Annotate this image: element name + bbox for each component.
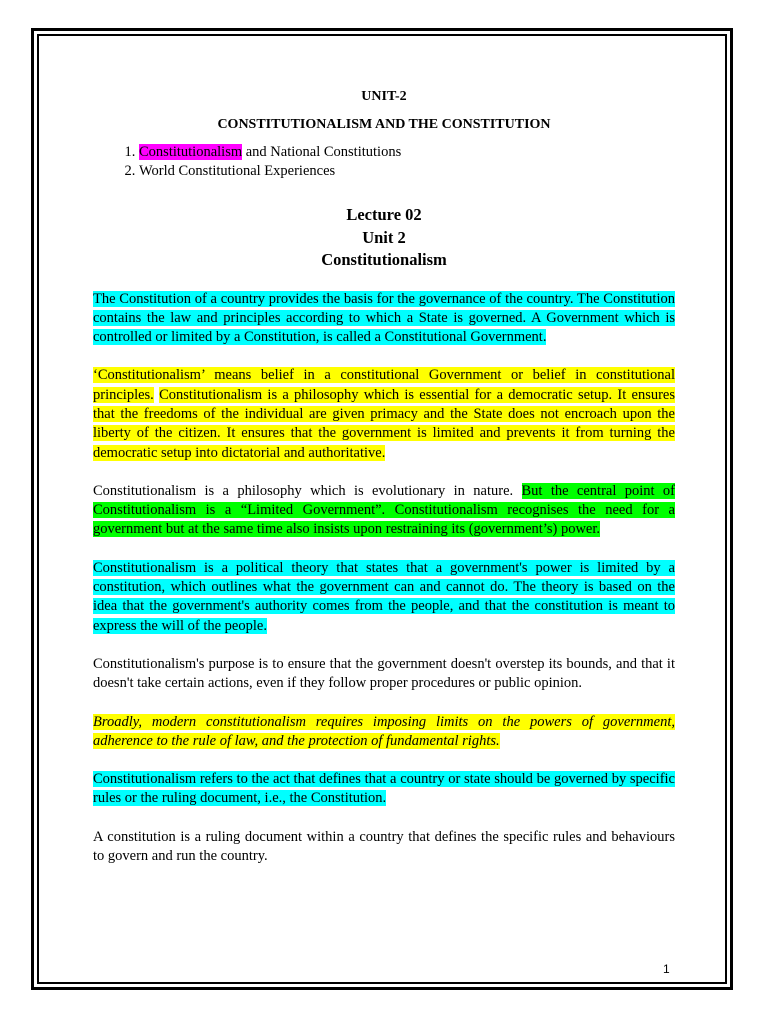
page-content xyxy=(93,87,675,866)
list-item xyxy=(139,143,675,162)
lecture-number: Lecture 02 xyxy=(346,205,422,224)
lecture-unit: Unit 2 xyxy=(362,227,406,247)
highlighted-term: Constitutionalism xyxy=(139,144,243,160)
highlighted-text: The Constitution of a country provides the basis for the governance of the country. The Constitution contains the law and principles according to which a State is governed. A Government which is controlled or limited by a Constitution, is called a Constitutional Government. xyxy=(93,290,675,346)
paragraph-constitution-basis xyxy=(93,290,675,348)
topic-list xyxy=(93,143,675,181)
paragraph-constitution-document: A constitution is a ruling document within a country that defines the specific rules and behaviours to govern and run the country. xyxy=(93,828,675,865)
highlighted-text: ‘Constitutionalism’ means belief in a constitutional Government or belief in constitutional principles. xyxy=(93,367,675,403)
list-item-text: and National Constitutions xyxy=(242,144,402,160)
page-number: 1 xyxy=(663,962,670,976)
highlighted-text: Broadly, modern constitutionalism requires imposing limits on the powers of government, adherence to the rule of law, and the protection of fundamental rights. xyxy=(93,713,675,749)
document-title: CONSTITUTIONALISM AND THE CONSTITUTION xyxy=(217,117,551,132)
paragraph-constitutionalism-meaning xyxy=(93,366,675,462)
unit-heading: UNIT-2 xyxy=(361,89,407,104)
paragraph-political-theory xyxy=(93,559,675,636)
highlighted-text: But the central point of Constitutionalism is a “Limited Government”. Constitutionalism recognises the need for a government but at the same time also insists upon restraining its (government’s) power. xyxy=(93,482,675,538)
highlighted-text: Constitutionalism refers to the act that defines that a country or state should be governed by specific rules or the ruling document, i.e., the Constitution. xyxy=(93,771,675,807)
highlighted-text: Constitutionalism is a political theory that states that a government's power is limited by a constitution, which outlines what the government can and cannot do. The theory is based on the idea that the government's authority comes from the people, and that the constitution is meant to express the will of the people. xyxy=(93,559,675,634)
plain-text: Constitutionalism is a philosophy which is evolutionary in nature. xyxy=(93,482,522,499)
paragraph-modern-constitutionalism xyxy=(93,713,675,752)
paragraph-definition xyxy=(93,770,675,809)
paragraph-limited-government xyxy=(93,482,675,540)
list-item-text: World Constitutional Experiences xyxy=(139,163,336,179)
paragraph-purpose: Constitutionalism's purpose is to ensure that the government doesn't overstep its bounds, and that it doesn't take certain actions, even if they follow proper procedures or public opinion. xyxy=(93,655,675,692)
lecture-heading xyxy=(93,204,675,272)
list-item xyxy=(139,162,675,181)
highlighted-text: Constitutionalism is a philosophy which is essential for a democratic setup. It ensures that the freedoms of the individual are given primacy and the State does not encroach upon the liberty of the citizen. It ensures that the government is limited and prevents it from turning the democratic setup into dictatorial and authoritative. xyxy=(93,386,676,461)
lecture-topic: Constitutionalism xyxy=(321,250,447,269)
